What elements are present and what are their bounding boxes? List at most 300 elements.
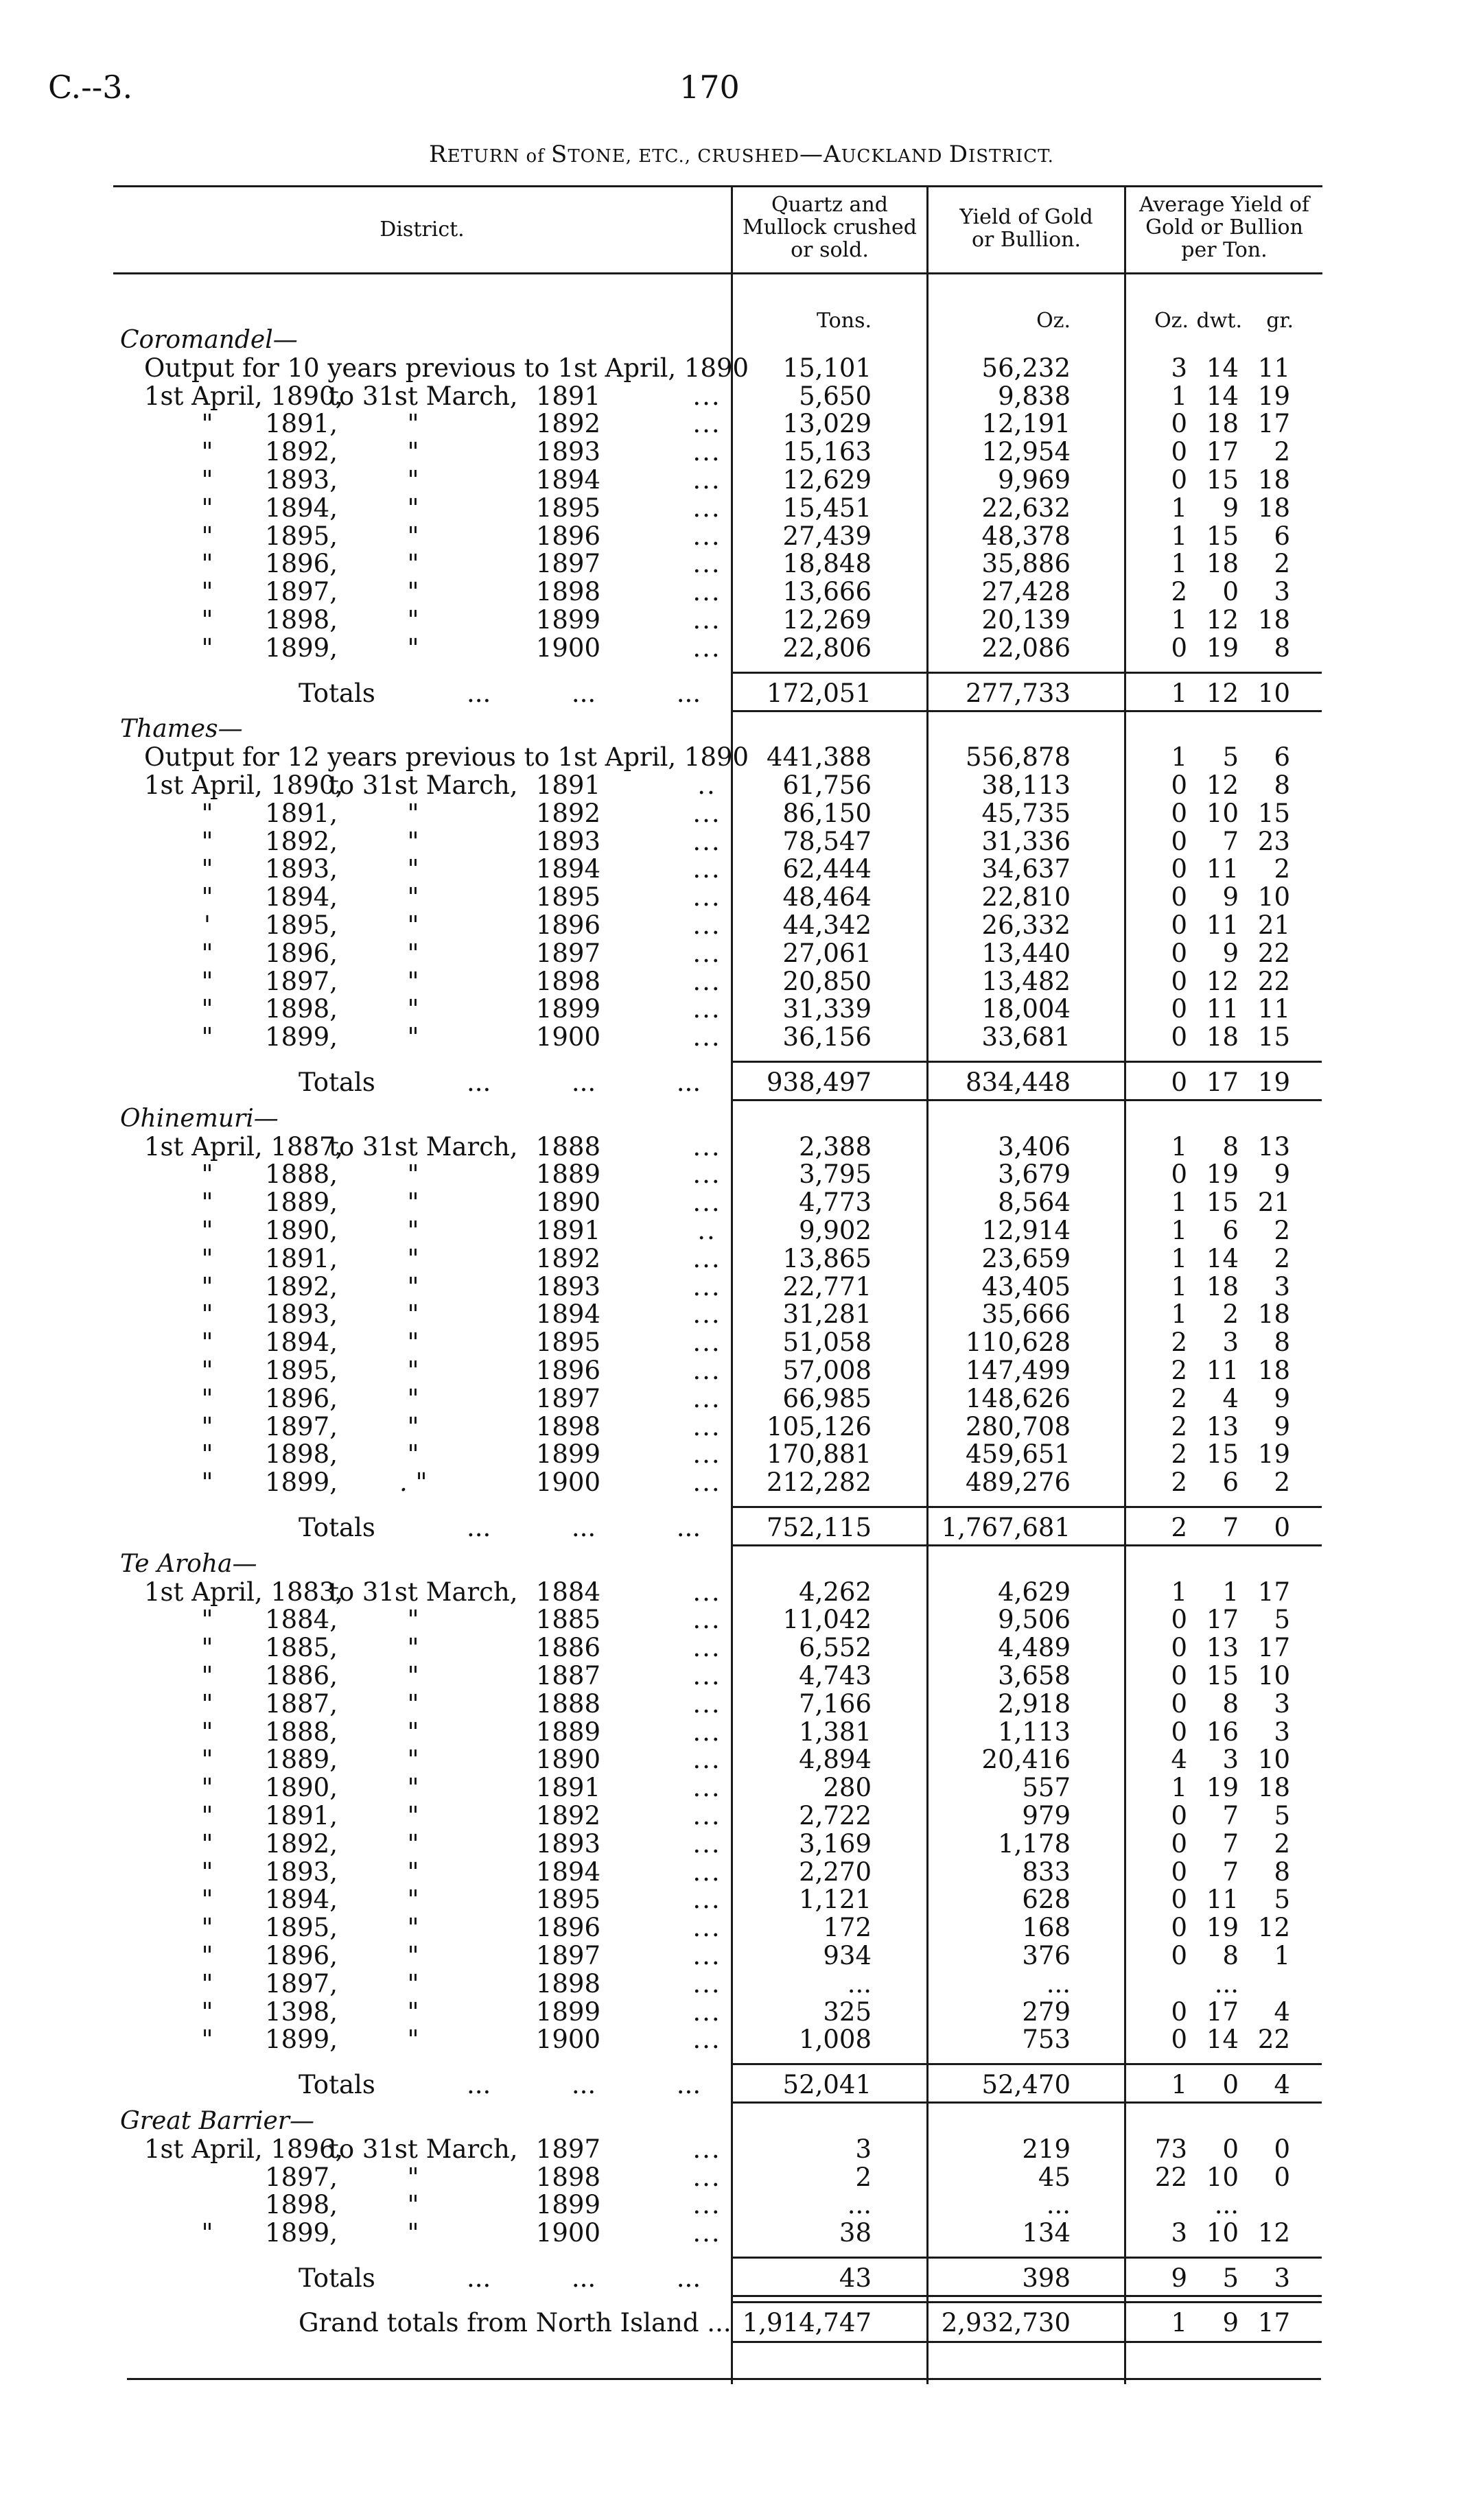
avg-gr: 17 (1257, 409, 1290, 438)
yield-oz: 979 (1022, 1801, 1071, 1830)
period-end: 1896 (535, 1913, 600, 1942)
period-end: 1892 (535, 1801, 600, 1830)
quartz-tons: 15,101 (782, 353, 872, 383)
yield-oz: 20,416 (981, 1745, 1071, 1774)
period-to: " (407, 1244, 419, 1273)
leader-dots: .. (697, 770, 716, 800)
table-row (0, 1719, 1483, 1746)
avg-oz: 0 (1171, 2025, 1187, 2054)
avg-gr: 21 (1257, 1188, 1290, 1217)
yield-oz: 834,448 (965, 1068, 1071, 1097)
avg-gr: 5 (1274, 1605, 1290, 1634)
period-to: " (407, 994, 419, 1024)
avg-dwt: 19 (1206, 1159, 1239, 1189)
avg-dwt: 15 (1206, 1439, 1239, 1469)
quartz-tons: 1,121 (799, 1885, 872, 1914)
avg-dwt: 17 (1206, 437, 1239, 467)
avg-dwt: 13 (1206, 1633, 1239, 1662)
avg-oz: 0 (1171, 854, 1187, 884)
avg-gr: 22 (1257, 939, 1290, 968)
quartz-tons: 6,552 (799, 1633, 872, 1662)
quartz-tons: 212,282 (766, 1468, 872, 1497)
quartz-tons: 52,041 (782, 2070, 872, 2099)
leader-dots: ... (692, 1717, 721, 1747)
ditto-mark: " (201, 1633, 213, 1662)
district-heading-row (0, 2108, 1483, 2135)
period-end: 1897 (535, 1941, 600, 1970)
leader-dots: ... (692, 437, 721, 467)
avg-gr: 8 (1274, 770, 1290, 800)
period-start: 1894, (265, 882, 338, 912)
period-start: 1892, (265, 437, 338, 467)
avg-oz: 1 (1171, 1299, 1187, 1329)
quartz-tons: 1,914,747 (742, 2308, 872, 2338)
avg-dwt: 6 (1222, 1468, 1239, 1497)
quartz-tons: 934 (823, 1941, 872, 1970)
period-start: 1398, (265, 1997, 338, 2027)
ditto-mark: " (201, 1299, 213, 1329)
avg-dwt: 12 (1206, 679, 1239, 708)
table-row (0, 800, 1483, 827)
ditto-mark: ' (203, 910, 211, 940)
avg-oz: 1 (1171, 2070, 1187, 2099)
leader-dots: ... (692, 799, 721, 828)
ditto-mark: " (201, 1829, 213, 1859)
period-end: 1892 (535, 1244, 600, 1273)
table-row (0, 1970, 1483, 1998)
quartz-tons: 5,650 (799, 381, 872, 411)
avg-dwt: 3 (1222, 1745, 1239, 1774)
avg-dwt: 9 (1222, 882, 1239, 912)
avg-dwt: 14 (1206, 381, 1239, 411)
period-end: 1895 (535, 1328, 600, 1357)
avg-oz: 0 (1171, 1633, 1187, 1662)
quartz-tons: 78,547 (782, 827, 872, 856)
avg-dwt: 11 (1206, 1885, 1239, 1914)
leader-dots: ... (692, 1272, 721, 1302)
yield-oz: 376 (1022, 1941, 1071, 1970)
period-start: 1892, (265, 1829, 338, 1859)
avg-dwt: 9 (1222, 493, 1239, 523)
avg-dwt: 5 (1222, 2263, 1239, 2293)
avg-gr: 18 (1257, 465, 1290, 495)
period-end: 1895 (535, 882, 600, 912)
yield-oz: 31,336 (981, 827, 1071, 856)
avg-dwt: 4 (1222, 1384, 1239, 1413)
avg-oz: 1 (1171, 1188, 1187, 1217)
district-name: Thames— (120, 715, 243, 743)
period-end: 1885 (535, 1605, 600, 1634)
yield-oz: 110,628 (965, 1328, 1071, 1357)
yield-oz: 4,489 (998, 1633, 1071, 1662)
period-to: " (407, 1885, 419, 1914)
table-row (0, 1886, 1483, 1913)
quartz-tons: ... (847, 2190, 872, 2219)
totals-rule-top (733, 2257, 1322, 2259)
table-row (0, 1469, 1483, 1496)
yield-oz: 12,914 (981, 1216, 1071, 1245)
quartz-tons: 31,339 (782, 994, 872, 1024)
quartz-tons: 3,169 (799, 1829, 872, 1859)
period-start: 1895, (265, 1913, 338, 1942)
avg-oz: 0 (1171, 1801, 1187, 1830)
period-to: " (407, 1689, 419, 1719)
avg-gr: 3 (1274, 1272, 1290, 1302)
period-start: 1895, (265, 1356, 338, 1385)
avg-oz: 2 (1171, 1328, 1187, 1357)
period-end: 1898 (535, 967, 600, 996)
avg-oz: 2 (1171, 577, 1187, 607)
yield-oz: 1,113 (998, 1717, 1071, 1747)
leader-dots: ... (692, 1801, 721, 1830)
ditto-mark: " (201, 1773, 213, 1802)
yield-oz: 168 (1022, 1913, 1071, 1942)
period-end: 1900 (535, 1022, 600, 1052)
table-row (0, 1746, 1483, 1774)
avg-gr: 18 (1257, 493, 1290, 523)
period-to: " (407, 939, 419, 968)
period-start: 1888, (265, 1717, 338, 1747)
yield-oz: 398 (1022, 2263, 1071, 2293)
period-start: 1898, (265, 605, 338, 635)
table-row (0, 2219, 1483, 2247)
avg-gr: 9 (1274, 1384, 1290, 1413)
avg-oz: 0 (1171, 1829, 1187, 1859)
ditto-mark: " (201, 605, 213, 635)
unit-avg-dwt: dwt. (1196, 309, 1242, 333)
period-to: " (407, 633, 419, 663)
period-end: 1888 (535, 1132, 600, 1162)
avg-oz: 1 (1171, 679, 1187, 708)
leader-dots: ... (692, 1633, 721, 1662)
avg-gr: 6 (1274, 521, 1290, 551)
period-start: 1892, (265, 827, 338, 856)
leader-dots: ... (692, 967, 721, 996)
period-start: 1894, (265, 1885, 338, 1914)
period-start: 1895, (265, 910, 338, 940)
ditto-mark: " (201, 1188, 213, 1217)
period-start: 1893, (265, 465, 338, 495)
avg-gr: 2 (1274, 437, 1290, 467)
ditto-mark: " (201, 1468, 213, 1497)
yield-oz: 8,564 (998, 1188, 1071, 1217)
period-to: " (407, 577, 419, 607)
yield-oz: 38,113 (981, 770, 1071, 800)
leader-dots: ... (692, 409, 721, 438)
period-end: 1898 (535, 2163, 600, 2192)
table-row (0, 2191, 1483, 2219)
period-end: 1891 (535, 1773, 600, 1802)
avg-dwt: 17 (1206, 1997, 1239, 2027)
avg-oz: 1 (1171, 742, 1187, 772)
ditto-mark: " (201, 1885, 213, 1914)
table-row (0, 1774, 1483, 1802)
title-part: — (799, 141, 824, 168)
header-line: Average Yield of (1139, 193, 1309, 217)
avg-oz: 0 (1171, 465, 1187, 495)
header-line: Mullock crushed (743, 215, 917, 239)
avg-dwt: 14 (1206, 1244, 1239, 1273)
period-end: 1896 (535, 1356, 600, 1385)
period-start: 1890, (265, 1773, 338, 1802)
quartz-tons: 280 (823, 1773, 872, 1802)
yield-oz: 3,679 (998, 1159, 1071, 1189)
yield-oz: 833 (1022, 1857, 1071, 1887)
period-to: " (407, 1997, 419, 2027)
table-row (0, 1217, 1483, 1245)
avg-oz: 0 (1171, 1689, 1187, 1719)
quartz-tons: 441,388 (766, 742, 872, 772)
period-end: 1900 (535, 2218, 600, 2248)
leader-dots: ... (692, 549, 721, 578)
avg-gr: 11 (1257, 353, 1290, 383)
table-row (0, 1189, 1483, 1216)
period-to: " (407, 1605, 419, 1634)
quartz-tons: 2,270 (799, 1857, 872, 1887)
table-row (0, 1859, 1483, 1886)
period-to: to 31st March, (329, 2134, 518, 2164)
avg-oz: 2 (1171, 1439, 1187, 1469)
leader-dots: ... (692, 465, 721, 495)
period-start: 1st April, 1887, (144, 1132, 344, 1162)
ditto-mark: " (201, 437, 213, 467)
avg-dwt: 0 (1222, 2070, 1239, 2099)
period-end: 1890 (535, 1745, 600, 1774)
period-to: to 31st March, (329, 1577, 518, 1607)
avg-dwt: 11 (1206, 854, 1239, 884)
period-label: Output for 12 years previous to 1st April, 1890 (144, 742, 749, 772)
period-start: 1st April, 1890, (144, 770, 344, 800)
avg-oz: 0 (1171, 1022, 1187, 1052)
period-start: 1899, (265, 2218, 338, 2248)
ditto-mark: " (201, 994, 213, 1024)
table-row (0, 438, 1483, 466)
period-start: 1897, (265, 1969, 338, 1999)
header-line: Quartz and (771, 193, 888, 217)
avg-gr: 4 (1274, 2070, 1290, 2099)
leader-dots: ... (692, 994, 721, 1024)
table-row (0, 1245, 1483, 1273)
ditto-mark: " (201, 577, 213, 607)
avg-dwt: 10 (1206, 2163, 1239, 2192)
table-row (0, 940, 1483, 967)
avg-gr: 1 (1274, 1941, 1290, 1970)
ditto-mark: " (201, 1969, 213, 1999)
ditto-mark: " (201, 1717, 213, 1747)
quartz-tons: 12,629 (782, 465, 872, 495)
avg-oz: 0 (1171, 437, 1187, 467)
period-end: 1899 (535, 1439, 600, 1469)
period-start: 1899, (265, 633, 338, 663)
grand-totals-row (0, 2309, 1483, 2337)
totals-row (0, 1514, 1483, 1542)
period-to: " (407, 1941, 419, 1970)
totals-rule-bottom (733, 2295, 1322, 2297)
avg-oz: 0 (1171, 1717, 1187, 1747)
yield-oz: 12,954 (981, 437, 1071, 467)
yield-oz: 13,482 (981, 967, 1071, 996)
ditto-mark: " (201, 967, 213, 996)
period-to: " (407, 1328, 419, 1357)
yield-oz: 20,139 (981, 605, 1071, 635)
avg-oz: 1 (1171, 493, 1187, 523)
avg-dwt: 0 (1222, 2134, 1239, 2164)
avg-oz: 0 (1171, 1661, 1187, 1691)
ditto-mark: " (201, 882, 213, 912)
period-to: " (407, 437, 419, 467)
district-heading-row (0, 327, 1483, 354)
avg-oz: 1 (1171, 1244, 1187, 1273)
quartz-tons: 170,881 (766, 1439, 872, 1469)
period-end: 1897 (535, 549, 600, 578)
avg-dwt: 9 (1222, 939, 1239, 968)
quartz-tons: 51,058 (782, 1328, 872, 1357)
district-name: Te Aroha— (120, 1550, 257, 1578)
quartz-tons: 11,042 (782, 1605, 872, 1634)
yield-oz: 147,499 (965, 1356, 1071, 1385)
quartz-tons: 61,756 (782, 770, 872, 800)
table-row (0, 1385, 1483, 1413)
quartz-tons: 2,388 (799, 1132, 872, 1162)
leader-dots: ... ... ... (467, 1068, 701, 1097)
ditto-mark: " (201, 1913, 213, 1942)
avg-oz: 2 (1171, 1384, 1187, 1413)
ditto-mark: " (201, 1244, 213, 1273)
avg-gr: 2 (1274, 1829, 1290, 1859)
period-start: 1897, (265, 1412, 338, 1441)
avg-gr: 22 (1257, 2025, 1290, 2054)
quartz-tons: 3 (855, 2134, 872, 2164)
avg-oz: 1 (1171, 605, 1187, 635)
period-to: to 31st March, (329, 770, 518, 800)
avg-dwt: 19 (1206, 1773, 1239, 1802)
period-end: 1891 (535, 381, 600, 411)
table-row (0, 2164, 1483, 2191)
avg-dwt: 2 (1222, 1299, 1239, 1329)
avg-gr: 5 (1274, 1801, 1290, 1830)
leader-dots: ... (692, 1468, 721, 1497)
avg-gr: 10 (1257, 679, 1290, 708)
yield-oz: 280,708 (965, 1412, 1071, 1441)
table-row (0, 1133, 1483, 1161)
leader-dots: ... ... ... (467, 2263, 701, 2293)
avg-dwt: 12 (1206, 605, 1239, 635)
period-to: " (407, 2163, 419, 2192)
leader-dots: ... (692, 1941, 721, 1970)
avg-gr: 21 (1257, 910, 1290, 940)
avg-oz: 0 (1171, 770, 1187, 800)
ditto-mark: " (201, 633, 213, 663)
period-start: 1886, (265, 1661, 338, 1691)
period-end: 1894 (535, 1857, 600, 1887)
leader-dots: ... (692, 1605, 721, 1634)
quartz-tons: 27,061 (782, 939, 872, 968)
ditto-mark: " (201, 1439, 213, 1469)
avg-gr: 18 (1257, 1299, 1290, 1329)
totals-rule-top (733, 1061, 1322, 1063)
avg-dwt: 9 (1222, 2308, 1239, 2338)
period-to: " (407, 1159, 419, 1189)
period-start: 1891, (265, 409, 338, 438)
leader-dots: ... (692, 2025, 721, 2054)
district-heading-row (0, 1551, 1483, 1578)
table-row (0, 1579, 1483, 1606)
avg-dwt: 15 (1206, 521, 1239, 551)
yield-oz: 9,506 (998, 1605, 1071, 1634)
table-rule-top (113, 185, 1322, 187)
table-row (0, 467, 1483, 494)
period-end: 1892 (535, 799, 600, 828)
yield-oz: ... (1046, 1969, 1071, 1999)
avg-dwt: 12 (1206, 770, 1239, 800)
period-start: 1893, (265, 1857, 338, 1887)
totals-rule-bottom (733, 710, 1322, 712)
period-to: " (407, 605, 419, 635)
period-end: 1884 (535, 1577, 600, 1607)
period-to: " (407, 1717, 419, 1747)
period-start: 1893, (265, 854, 338, 884)
period-end: 1895 (535, 1885, 600, 1914)
period-to: " (407, 1661, 419, 1691)
table-row (0, 1357, 1483, 1385)
leader-dots: ... (692, 1913, 721, 1942)
unit-tons: Tons. (817, 309, 872, 333)
avg-dwt: ... (1214, 1969, 1239, 1999)
period-start: 1893, (265, 1299, 338, 1329)
avg-gr: 10 (1257, 1661, 1290, 1691)
grand-rule-bottom (733, 2341, 1322, 2343)
table-row (0, 1301, 1483, 1328)
avg-dwt: 14 (1206, 353, 1239, 383)
yield-oz: 35,886 (981, 549, 1071, 578)
yield-oz: 753 (1022, 2025, 1071, 2054)
avg-oz: 1 (1171, 2308, 1187, 2338)
avg-gr: 2 (1274, 549, 1290, 578)
avg-oz: 4 (1171, 1745, 1187, 1774)
totals-row (0, 2265, 1483, 2292)
totals-row (0, 680, 1483, 707)
avg-oz: 1 (1171, 381, 1187, 411)
period-to: " (407, 465, 419, 495)
table-row (0, 383, 1483, 410)
leader-dots: ... (692, 1689, 721, 1719)
period-start: 1890, (265, 1216, 338, 1245)
period-start: 1897, (265, 577, 338, 607)
table-row (0, 1329, 1483, 1356)
period-start: 1st April, 1883, (144, 1577, 344, 1607)
period-end: 1899 (535, 2190, 600, 2219)
period-to: " (407, 1412, 419, 1441)
avg-oz: 2 (1171, 1468, 1187, 1497)
avg-dwt: 15 (1206, 465, 1239, 495)
period-to: " (407, 2025, 419, 2054)
table-row (0, 1634, 1483, 1662)
period-to: " (407, 1913, 419, 1942)
period-to: " (407, 549, 419, 578)
title-part: S (551, 141, 568, 168)
leader-dots: ... (692, 1159, 721, 1189)
avg-oz: 2 (1171, 1513, 1187, 1542)
period-start: 1889, (265, 1745, 338, 1774)
avg-dwt: 11 (1206, 910, 1239, 940)
period-start: 1891, (265, 1244, 338, 1273)
table-row (0, 1662, 1483, 1690)
totals-rule-top (733, 2063, 1322, 2065)
table-row (0, 495, 1483, 522)
leader-dots: ... (692, 827, 721, 856)
avg-oz: 3 (1171, 353, 1187, 383)
period-end: 1899 (535, 994, 600, 1024)
